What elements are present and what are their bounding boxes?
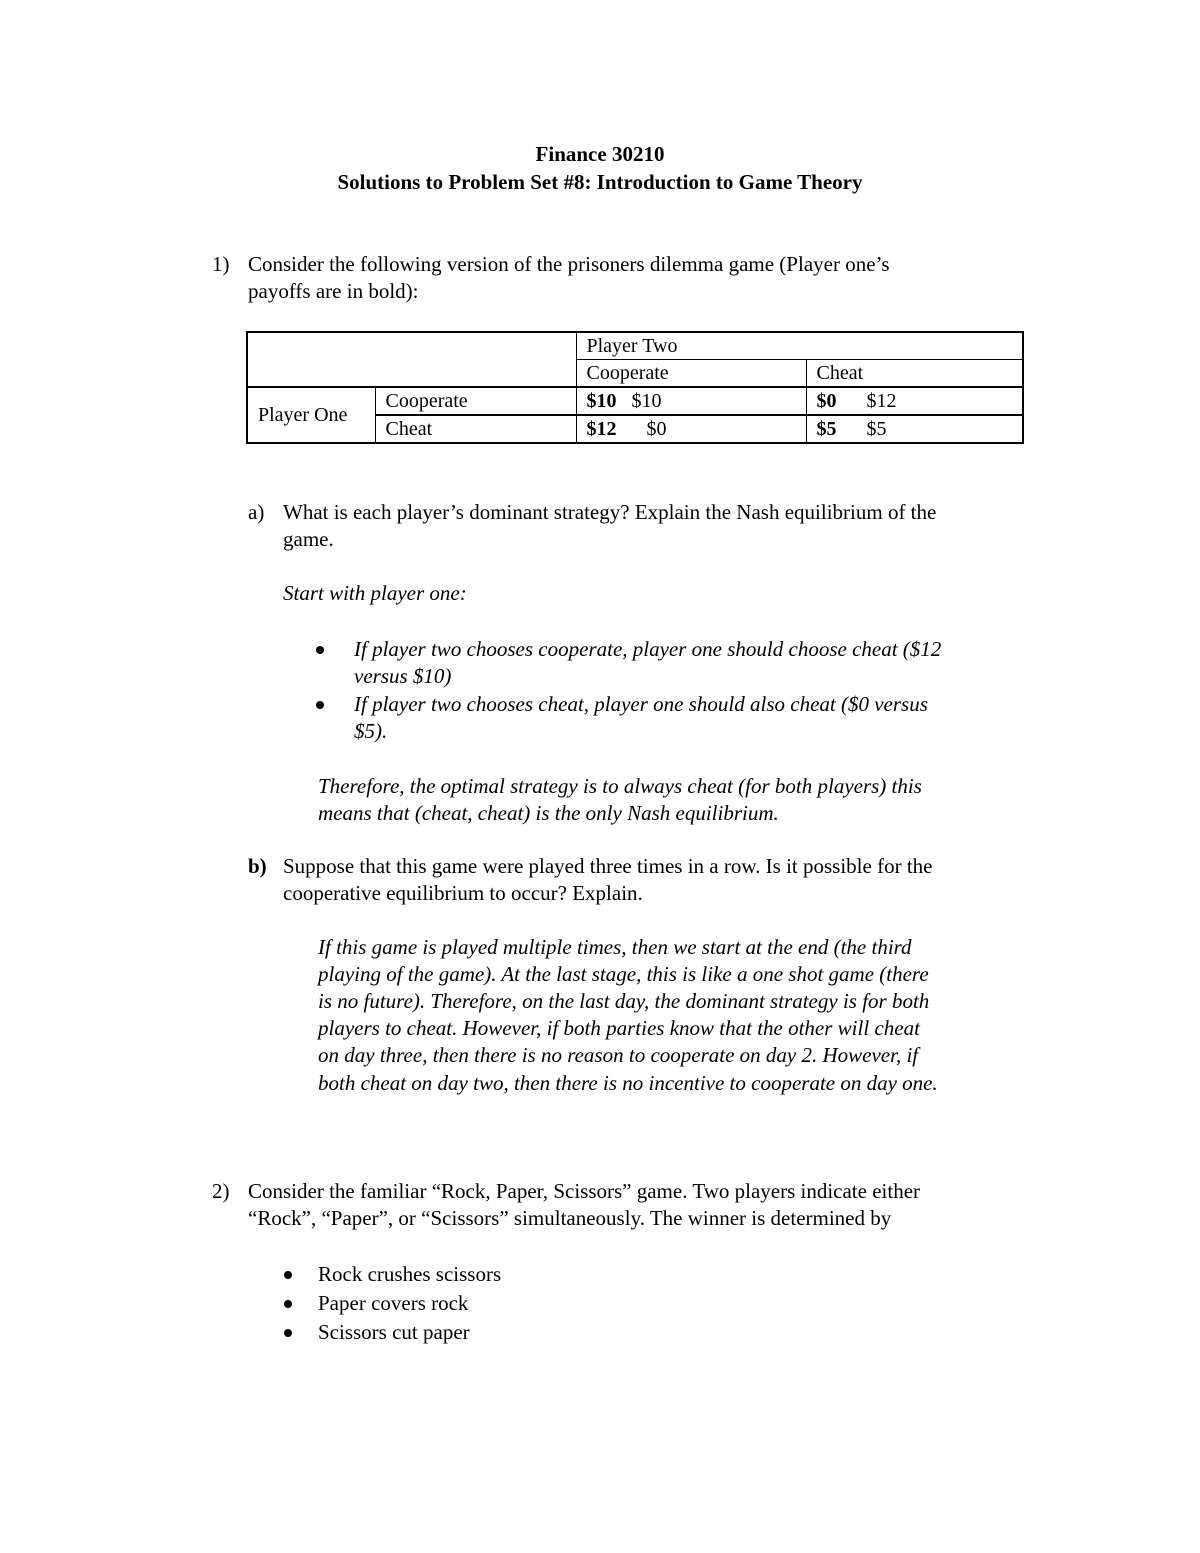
answer-conclusion: Therefore, the optimal strategy is to always cheat (for both players) this bbox=[318, 774, 922, 798]
subquestion-text: game. bbox=[283, 527, 334, 551]
payoff-table bbox=[246, 331, 1024, 444]
bullet-text: versus $10) bbox=[354, 664, 452, 688]
subquestion-text: Suppose that this game were played three times in a row. Is it possible for the bbox=[283, 854, 933, 878]
p2-payoff: $10 bbox=[631, 390, 662, 412]
p2-payoff: $5 bbox=[866, 418, 887, 440]
subquestion-text: cooperative equilibrium to occur? Explain. bbox=[283, 881, 643, 905]
bullet-icon bbox=[284, 1329, 292, 1337]
document-title: Solutions to Problem Set #8: Introduction to Game Theory bbox=[337, 170, 863, 194]
payoff-cell bbox=[806, 387, 1023, 415]
player-one-header: Player One bbox=[247, 387, 375, 443]
bullet-text: If player two chooses cooperate, player one should choose cheat ($12 bbox=[354, 637, 942, 661]
p2-payoff: $12 bbox=[866, 390, 897, 412]
answer-text: playing of the game). At the last stage, this is like a one shot game (there bbox=[318, 962, 929, 986]
p1-payoff: $5 bbox=[816, 418, 837, 440]
answer-conclusion: means that (cheat, cheat) is the only Nash equilibrium. bbox=[318, 801, 779, 825]
bullet-text: Scissors cut paper bbox=[318, 1320, 470, 1344]
p1-payoff: $0 bbox=[816, 390, 837, 412]
bullet-icon bbox=[316, 701, 324, 709]
bullet-text: $5). bbox=[354, 719, 388, 743]
bullet-icon bbox=[284, 1300, 292, 1308]
answer-text: If this game is played multiple times, then we start at the end (the third bbox=[318, 935, 912, 959]
answer-text: is no future). Therefore, on the last day, the dominant strategy is for both bbox=[318, 989, 930, 1013]
subquestion-label: a) bbox=[248, 500, 265, 524]
row-header: Cooperate bbox=[375, 387, 576, 415]
question-text: “Rock”, “Paper”, or “Scissors” simultaneously. The winner is determined by bbox=[248, 1206, 892, 1230]
course-title: Finance 30210 bbox=[535, 142, 665, 166]
col-header: Cooperate bbox=[576, 360, 806, 388]
bullet-text: Rock crushes scissors bbox=[318, 1262, 502, 1286]
subquestion-text: What is each player’s dominant strategy? Explain the Nash equilibrium of the bbox=[283, 500, 937, 524]
answer-text: players to cheat. However, if both parties know that the other will cheat bbox=[318, 1016, 920, 1040]
subquestion-label: b) bbox=[248, 854, 267, 878]
bullet-text: If player two chooses cheat, player one should also cheat ($0 versus bbox=[354, 692, 928, 716]
answer-text: both cheat on day two, then there is no incentive to cooperate on day one. bbox=[318, 1071, 938, 1095]
player-two-header: Player Two bbox=[576, 332, 1023, 360]
question-text: payoffs are in bold): bbox=[248, 279, 419, 303]
p1-payoff: $12 bbox=[586, 418, 617, 440]
question-text: Consider the familiar “Rock, Paper, Scissors” game. Two players indicate either bbox=[248, 1179, 921, 1203]
payoff-cell bbox=[806, 415, 1023, 443]
payoff-cell bbox=[576, 387, 806, 415]
bullet-icon bbox=[316, 646, 324, 654]
payoff-cell bbox=[576, 415, 806, 443]
empty-cell bbox=[247, 332, 576, 387]
p2-payoff: $0 bbox=[646, 418, 667, 440]
answer-intro: Start with player one: bbox=[283, 581, 467, 605]
question-number: 1) bbox=[212, 252, 230, 276]
row-header: Cheat bbox=[375, 415, 576, 443]
p1-payoff: $10 bbox=[586, 390, 617, 412]
col-header: Cheat bbox=[806, 360, 1023, 388]
answer-text: on day three, then there is no reason to cooperate on day 2. However, if bbox=[318, 1043, 919, 1067]
question-number: 2) bbox=[212, 1179, 230, 1203]
bullet-icon bbox=[284, 1271, 292, 1279]
bullet-text: Paper covers rock bbox=[318, 1291, 469, 1315]
question-text: Consider the following version of the prisoners dilemma game (Player one’s bbox=[248, 252, 890, 276]
